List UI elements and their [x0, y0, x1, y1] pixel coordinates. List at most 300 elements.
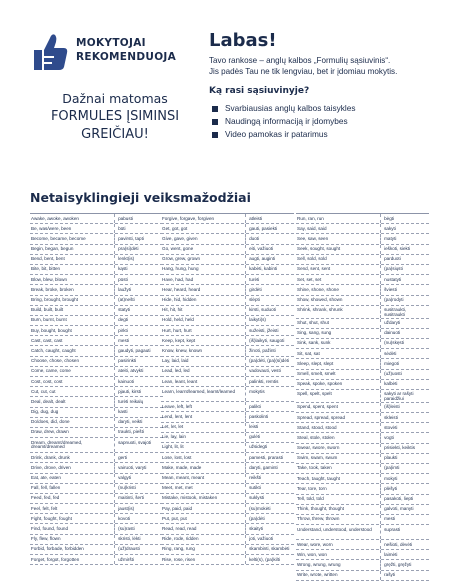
- table-row: [161, 514, 294, 524]
- verb-translation: rašyti: [384, 572, 396, 578]
- table-row: [30, 524, 163, 534]
- table-row: [296, 505, 429, 515]
- verb-forms: Begin, began, begun: [30, 245, 115, 254]
- verb-forms: Drive, drove, driven: [30, 463, 115, 472]
- table-row: [296, 515, 429, 525]
- verb-forms: Cost, cost, cost: [30, 377, 115, 386]
- verb-translation: šviesti: [384, 286, 397, 292]
- square-bullet-icon: [212, 132, 218, 138]
- verb-forms: Rise, rose, risen: [161, 555, 246, 564]
- table-row: [30, 255, 163, 265]
- verb-translation: lenkt(is): [118, 256, 135, 262]
- table-row: [296, 285, 429, 295]
- table-row: [30, 367, 163, 377]
- verb-forms: Swear, swore, sworn: [296, 444, 381, 453]
- verb-translation: sėdėti: [384, 350, 397, 356]
- verb-translation: daryti, veikti: [118, 419, 143, 425]
- verb-forms: Mistake, mistook, mistaken: [161, 494, 246, 503]
- verb-forms: See, saw, seen: [296, 234, 381, 243]
- verb-translation: mokyti: [384, 475, 398, 481]
- verb-forms: Leave, left, left: [161, 402, 246, 411]
- verb-forms: Set, set, set: [296, 275, 381, 284]
- verb-forms: Sing, sang, sung: [296, 329, 381, 338]
- verb-translation: būti: [118, 225, 126, 231]
- table-row: [296, 319, 429, 329]
- table-row: [161, 484, 294, 494]
- square-bullet-icon: [212, 119, 218, 125]
- verb-translation: palikti: [249, 403, 261, 409]
- verb-translation: pirkti: [118, 327, 128, 333]
- verb-translation: pjauti, kirsti: [118, 388, 142, 394]
- welcome-subtitle: Ką rasi sąsiuvinyje?: [209, 86, 310, 96]
- table-row: [30, 428, 163, 438]
- table-row: [296, 265, 429, 275]
- table-row: [161, 285, 294, 295]
- table-row: [30, 555, 163, 565]
- verb-translation: degti: [118, 317, 129, 323]
- verb-forms: Forgive, forgave, forgiven: [161, 214, 246, 223]
- verb-forms: Draw, drew, drawn: [30, 428, 115, 437]
- table-row: [30, 484, 163, 494]
- verb-forms: Feel, felt, felt: [30, 504, 115, 513]
- verb-forms: Buy, bought, bought: [30, 326, 115, 335]
- verb-forms: Become, became, become: [30, 234, 115, 243]
- verb-forms: Sleep, slept, slept: [296, 359, 381, 368]
- verb-translation: (už)drausti: [118, 546, 140, 552]
- verb-forms: Wear, wore, worn: [296, 540, 381, 549]
- table-row: [161, 357, 294, 367]
- verb-forms: Have, had, had: [161, 275, 246, 284]
- verb-forms: Forbid, forbade, forbidden: [30, 545, 115, 554]
- verb-translation: nešioti, dėvėti: [384, 541, 413, 547]
- table-row: [296, 433, 429, 443]
- verb-forms: Lead, led, led: [161, 367, 246, 376]
- table-row: [30, 296, 163, 306]
- verb-translation: statyti: [118, 307, 131, 313]
- verb-forms: Do/does, did, done: [30, 418, 115, 427]
- feature-item: [209, 115, 439, 128]
- verb-translation: laužyti: [118, 286, 132, 292]
- table-row: [161, 265, 294, 275]
- table-row: [296, 380, 429, 390]
- verb-translation: (pa)siųsti: [384, 266, 403, 272]
- verb-translation: suklysti: [249, 495, 265, 501]
- verb-forms: Teach, taught, taught: [296, 474, 381, 483]
- verb-forms: Shut, shut, shut: [296, 319, 381, 328]
- table-row: [161, 336, 294, 346]
- table-row: [296, 560, 429, 570]
- verb-forms: Burn, burnt, burnt: [30, 316, 115, 325]
- brand-name: [76, 36, 176, 64]
- table-row: [296, 245, 429, 255]
- verb-forms: Fly, flew, flown: [30, 535, 115, 544]
- table-row: [161, 474, 294, 484]
- verb-translation: jaust(is): [118, 505, 135, 511]
- section-title: Netaisyklingieji veiksmažodžiai: [30, 190, 251, 205]
- verb-forms: Spell, spelt, spelt: [296, 390, 381, 402]
- verb-forms: Understand, understood, understood: [296, 525, 381, 539]
- verb-translation: (pa)imti: [384, 465, 400, 471]
- verb-forms: Bring, brought, brought: [30, 296, 115, 305]
- verb-translation: pavirsti, tapti: [118, 235, 144, 241]
- verb-translation: palinkti, remtis: [249, 378, 279, 384]
- verb-forms: Hear, heard, heard: [161, 285, 246, 294]
- table-row: [30, 336, 163, 346]
- table-row: [30, 514, 163, 524]
- verb-forms: Put, put, put: [161, 514, 246, 523]
- verb-forms: Bite, bit, bitten: [30, 265, 115, 274]
- verb-forms: Ride, rode, ridden: [161, 535, 246, 544]
- verb-translation: gauti, pasiekti: [249, 225, 278, 231]
- verb-translation: (iš)leisti: [384, 404, 400, 410]
- verb-translation: mokytis: [249, 388, 265, 394]
- verb-forms: Make, made, made: [161, 463, 246, 472]
- verb-forms: Hang, hung, hung: [161, 265, 246, 274]
- verb-translation: girdėti: [249, 286, 262, 292]
- table-row: [161, 214, 294, 224]
- verb-translation: gerti: [118, 454, 128, 460]
- table-row: [161, 367, 294, 377]
- verb-forms: Sink, sank, sunk: [296, 339, 381, 348]
- verb-translation: suprasti: [384, 526, 401, 532]
- table-row: [161, 377, 294, 387]
- verb-translation: turėti reikalų: [118, 398, 144, 404]
- verb-forms: Say, said, said: [296, 224, 381, 233]
- verb-translation: laimėti: [384, 551, 398, 557]
- verb-translation: gręžti, gręžyti: [384, 561, 412, 567]
- verb-translation: kelti(s), (pa)kilti: [249, 556, 280, 562]
- table-row: [30, 357, 163, 367]
- table-row: [30, 275, 163, 285]
- verb-translation: (pa)rodyti: [384, 297, 404, 302]
- table-row: [30, 418, 163, 428]
- verb-forms: Learn, learnt/learned, learnt/learned: [161, 387, 246, 401]
- verb-translation: (su)rasti: [118, 525, 135, 531]
- table-row: [296, 571, 429, 581]
- verb-forms: Swim, swam, swum: [296, 454, 381, 463]
- table-row: [161, 306, 294, 316]
- promo-line-3: GREIČIAU!: [81, 127, 149, 142]
- table-row: [161, 255, 294, 265]
- verb-forms: Build, built, built: [30, 306, 115, 315]
- table-row: [296, 474, 429, 484]
- verb-translation: kąsti: [118, 266, 128, 272]
- feature-label: Svarbiausias anglų kalbos taisykles: [225, 103, 356, 113]
- verb-forms: Hurt, hurt, hurt: [161, 326, 246, 335]
- table-row: [296, 403, 429, 413]
- verb-forms: Dream, dreamt/dreamed, dreamt/dreamed: [30, 438, 115, 452]
- verb-forms: Cast, cast, cast: [30, 336, 115, 345]
- verb-translation: kainuoti: [118, 378, 134, 384]
- verb-forms: Hit, hit, hit: [161, 306, 246, 315]
- verb-translation: vairuoti, varyti: [118, 464, 147, 470]
- verb-translation: duoti: [249, 235, 260, 241]
- square-bullet-icon: [212, 106, 218, 112]
- verb-translation: sapnuoti, svajoti: [118, 439, 152, 445]
- verb-translation: ieškoti, siekti: [384, 246, 411, 252]
- verb-translation: traukti, piešti: [118, 429, 144, 435]
- table-row: [161, 423, 294, 433]
- verb-forms: Spend, spent, spent: [296, 403, 381, 412]
- table-row: [30, 438, 163, 453]
- verb-forms: Awake, awoke, awoken: [30, 214, 115, 223]
- verb-translation: (su)mokėti: [249, 505, 271, 511]
- verb-forms: Catch, caught, caught: [30, 346, 115, 355]
- verb-translation: parduoti: [384, 256, 401, 262]
- intro-line-2: Jis padės Tau ne tik lengviau, bet ir įdomiau mokytis.: [209, 67, 398, 76]
- table-row: [296, 550, 429, 560]
- table-row: [296, 370, 429, 380]
- verb-forms: Spread, spread, spread: [296, 413, 381, 422]
- table-row: [161, 535, 294, 545]
- verb-translation: prisiekti, keiktis: [384, 445, 415, 451]
- promo-line-2: FORMULES ĮSIMINSI: [50, 109, 180, 124]
- table-row: [161, 494, 294, 504]
- verb-forms: Seek, sought, sought: [296, 245, 381, 254]
- verb-translation: užmiršti: [118, 556, 134, 562]
- verb-forms: Choose, chose, chosen: [30, 357, 115, 366]
- verb-forms: Break, broke, broken: [30, 285, 115, 294]
- verb-forms: Write, wrote, written: [296, 571, 381, 580]
- verb-translation: sužeisti, įžeisti: [249, 327, 279, 333]
- verb-forms: Show, showed, shown: [296, 296, 381, 305]
- verb-forms: Send, sent, sent: [296, 265, 381, 274]
- verb-forms: Hold, held, held: [161, 316, 246, 325]
- table-row: [296, 464, 429, 474]
- table-row: [161, 433, 294, 443]
- table-row: [30, 453, 163, 463]
- verb-translation: turėti: [249, 276, 260, 282]
- verb-translation: gulėti: [249, 434, 261, 440]
- verb-translation: eiti, važiuoti: [249, 246, 274, 252]
- verb-forms: Shrink, shrank, shrunk: [296, 306, 381, 318]
- verb-translation: pasakoti, liepti: [384, 496, 414, 501]
- table-row: [30, 224, 163, 234]
- verb-forms: Smell, smelt, smelt: [296, 370, 381, 379]
- verb-translation: plaukti: [384, 455, 398, 461]
- table-row: [30, 306, 163, 316]
- verb-translation: pabusti: [118, 215, 133, 221]
- verb-translation: miegoti: [384, 360, 399, 366]
- verb-translation: (at)nešti: [118, 297, 135, 302]
- verb-translation: kovoti: [118, 515, 131, 521]
- verb-forms: Keep, kept, kept: [161, 336, 246, 345]
- table-row: [161, 224, 294, 234]
- verb-translation: nustatyti: [384, 276, 402, 282]
- promo-text: [30, 90, 200, 144]
- verb-forms: Drink, drank, drunk: [30, 453, 115, 462]
- verb-translation: vogti: [384, 434, 394, 440]
- verb-translation: (nu)kristi: [118, 485, 136, 491]
- table-row: [296, 234, 429, 244]
- verb-forms: Give, gave, given: [161, 234, 246, 243]
- verb-forms: Forget, forgot, forgotten: [30, 555, 115, 564]
- table-row: [296, 306, 429, 319]
- table-row: [296, 495, 429, 505]
- verb-translation: uždaryti: [384, 320, 401, 326]
- verb-forms: Pay, paid, paid: [161, 504, 246, 513]
- verb-forms: Be, was/were, been: [30, 224, 115, 233]
- feature-item: [209, 128, 439, 141]
- verb-translation: reikšti: [249, 475, 262, 480]
- verb-forms: Tear, tore, torn: [296, 484, 381, 493]
- table-row: [30, 387, 163, 397]
- verb-forms: Stand, stood, stood: [296, 423, 381, 432]
- verb-forms: Eat, ate, eaten: [30, 474, 115, 483]
- table-row: [296, 454, 429, 464]
- verb-forms: Think, thought, thought: [296, 505, 381, 514]
- verb-translation: plėšyti: [384, 485, 398, 491]
- verb-translation: kabėti, kabinti: [249, 266, 278, 272]
- verb-forms: Sit, sat, sat: [296, 349, 381, 358]
- verb-translation: kasti: [118, 409, 128, 415]
- table-row: [30, 494, 163, 504]
- verb-translation: maitinti, šerti: [118, 495, 144, 501]
- verb-translation: skaityti: [249, 525, 264, 531]
- verb-forms: Shine, shone, shone: [296, 285, 381, 294]
- table-row: [296, 525, 429, 540]
- verb-forms: Blow, blew, blown: [30, 275, 115, 284]
- verb-forms: Lend, lent, lent: [161, 412, 246, 421]
- table-row: [296, 413, 429, 423]
- verb-translation: sutikti: [249, 485, 261, 491]
- verb-forms: Ring, rang, rung: [161, 545, 246, 554]
- table-row: [161, 545, 294, 555]
- welcome-section: [209, 31, 439, 141]
- verb-forms: Sell, sold, sold: [296, 255, 381, 264]
- table-row: [30, 214, 163, 224]
- verb-forms: Steal, stole, stolen: [296, 433, 381, 442]
- table-row: [161, 387, 294, 402]
- verb-table-column-2: [161, 213, 294, 565]
- table-row: [161, 275, 294, 285]
- verb-forms: Hide, hid, hidden: [161, 296, 246, 305]
- verb-translation: pūsti: [118, 276, 128, 282]
- table-row: [30, 474, 163, 484]
- verb-forms: Get, got, got: [161, 224, 246, 233]
- verb-translation: vadovauti, vesti: [249, 368, 281, 374]
- verb-translation: sakyti ar rašyti paraidžiui: [384, 391, 414, 402]
- intro-line-1: Tavo rankose – anglų kalbos „Formulių sąsiuvinis“.: [209, 56, 391, 65]
- table-row: [161, 463, 294, 473]
- verb-translation: (nu)skęsti: [384, 340, 405, 346]
- brand-line-1: MOKYTOJAI: [76, 37, 146, 49]
- verb-forms: Run, ran, run: [296, 214, 381, 223]
- verb-forms: Know, knew, known: [161, 346, 246, 355]
- table-row: [30, 326, 163, 336]
- feature-list: [209, 102, 439, 141]
- table-row: [30, 504, 163, 514]
- verb-forms: Meet, met, met: [161, 484, 246, 493]
- verb-table-column-3: [296, 213, 429, 581]
- table-row: [161, 245, 294, 255]
- table-row: [161, 402, 294, 412]
- verb-translation: leisti: [249, 424, 259, 430]
- feature-label: Video pamokas ir patarimus: [225, 129, 328, 139]
- verb-translation: pra(si)dėti: [118, 246, 139, 252]
- table-row: [30, 377, 163, 387]
- verb-translation: (pa)dėti, (pa)(si)dėti: [249, 358, 290, 364]
- table-row: [30, 408, 163, 418]
- table-row: [30, 463, 163, 473]
- verb-forms: Lay, laid, laid: [161, 357, 246, 366]
- verb-translation: augti, auginti: [249, 256, 276, 262]
- table-row: [161, 555, 294, 565]
- table-row: [296, 540, 429, 550]
- table-row: [30, 234, 163, 244]
- verb-translation: pasirinkti: [118, 358, 137, 364]
- table-row: [161, 504, 294, 514]
- brand-logo: [30, 30, 200, 78]
- verb-translation: mesti: [384, 516, 396, 522]
- table-row: [161, 453, 294, 463]
- table-row: [161, 234, 294, 244]
- verb-translation: (pa)dėti: [249, 515, 265, 521]
- table-row: [30, 265, 163, 275]
- verb-translation: paskolinti: [249, 413, 269, 419]
- verb-forms: Take, took, taken: [296, 464, 381, 473]
- verb-forms: Cut, cut, cut: [30, 387, 115, 396]
- table-row: [30, 397, 163, 407]
- table-row: [296, 214, 429, 224]
- verb-translation: sakyti: [384, 225, 396, 231]
- table-row: [296, 339, 429, 349]
- verb-translation: mesti: [118, 337, 130, 343]
- table-row: [296, 255, 429, 265]
- brand-line-2: REKOMENDUOJA: [76, 51, 177, 63]
- verb-translation: dainuoti: [384, 330, 401, 336]
- verb-forms: Go, went, gone: [161, 245, 246, 254]
- table-row: [296, 275, 429, 285]
- verb-forms: Lie, lay, lain: [161, 433, 246, 442]
- verb-translation: bėgti: [384, 215, 395, 221]
- verb-forms: Dig, dug, dug: [30, 408, 115, 417]
- verb-translation: žinoti, pažinti: [249, 347, 276, 353]
- table-row: [296, 349, 429, 359]
- verb-translation: stovėti: [384, 424, 398, 430]
- verb-translation: ateiti, atvykti: [118, 368, 144, 374]
- verb-translation: skleisti: [384, 414, 398, 420]
- verb-translation: skristi, lėkti: [118, 536, 141, 542]
- verb-translation: atleisti: [249, 215, 263, 221]
- verb-translation: valgyti: [118, 475, 132, 480]
- verb-forms: Throw, threw, thrown: [296, 515, 381, 524]
- verb-forms: Fall, fell, fallen: [30, 484, 115, 493]
- verb-translation: skambinti, skambėti: [249, 546, 290, 552]
- table-row: [30, 346, 163, 356]
- table-row: [30, 535, 163, 545]
- verb-table-column-1: [30, 213, 163, 565]
- verb-forms: Wrong, wrung, wrung: [296, 560, 381, 569]
- welcome-intro: [209, 55, 439, 77]
- verb-forms: Light, lit, lit: [161, 443, 246, 452]
- table-row: [161, 296, 294, 306]
- table-row: [30, 545, 163, 555]
- table-row: [296, 444, 429, 454]
- verb-translation: matyti: [384, 235, 397, 241]
- verb-forms: Grow, grew, grown: [161, 255, 246, 264]
- table-row: [30, 316, 163, 326]
- verb-translation: pamesti, prarasti: [249, 454, 284, 460]
- table-row: [161, 316, 294, 326]
- verb-translation: (iš)laikyti, saugoti: [249, 337, 285, 343]
- verb-translation: užsidegti: [249, 444, 268, 450]
- verb-translation: gaudyti, pagauti: [118, 347, 151, 353]
- verb-forms: Win, won, won: [296, 550, 381, 559]
- verb-forms: Read, read, read: [161, 524, 246, 533]
- verb-forms: Deal, dealt, dealt: [30, 397, 115, 406]
- verb-forms: Feed, fed, fed: [30, 494, 115, 503]
